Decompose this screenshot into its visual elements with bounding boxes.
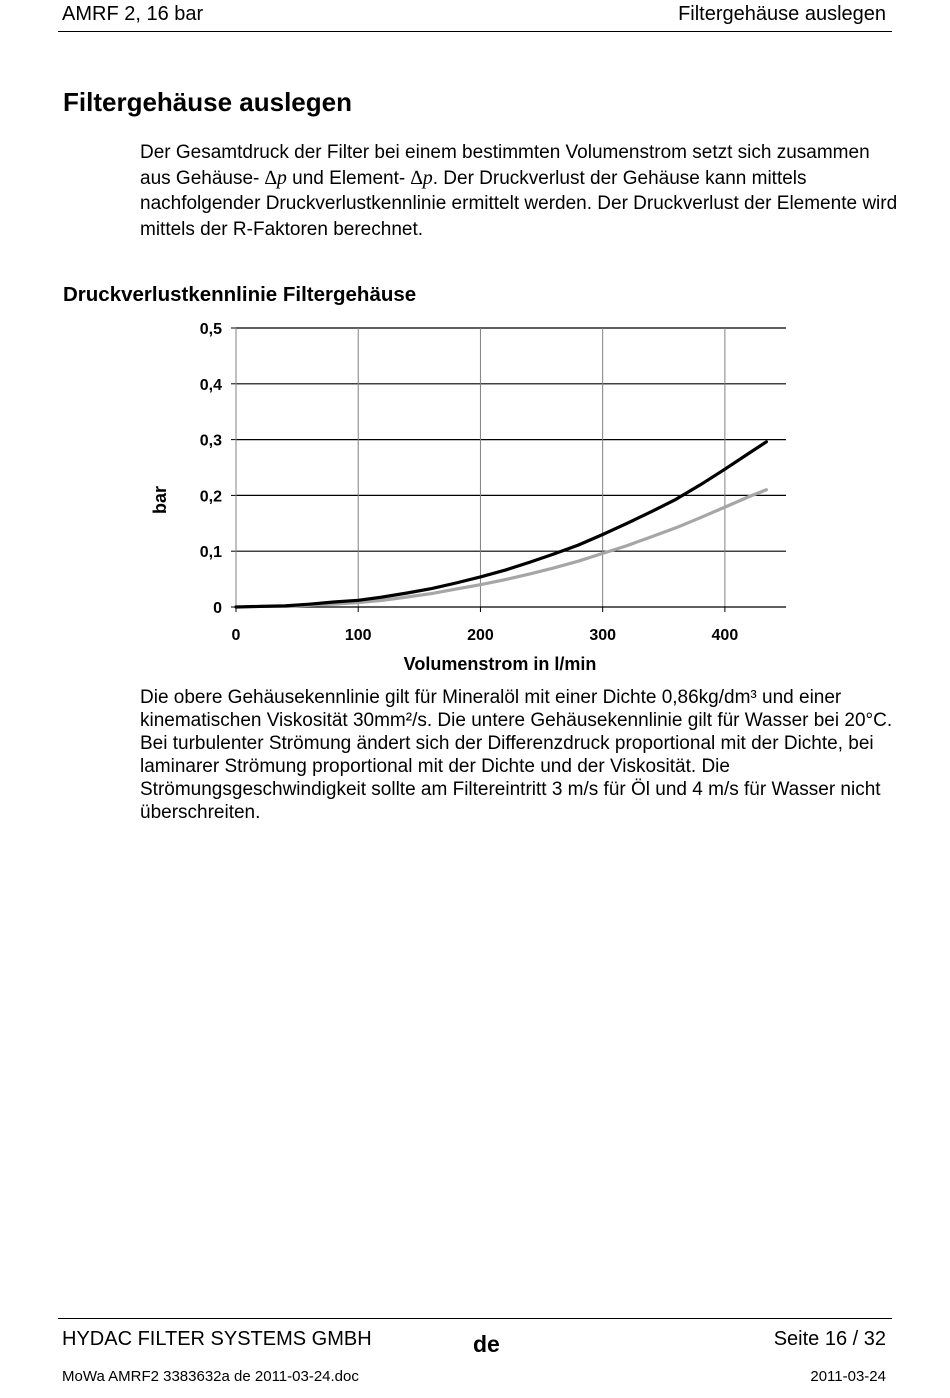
x-tick-label: 300 bbox=[589, 627, 617, 644]
delta-p-symbol: ∆p bbox=[264, 166, 287, 189]
description-paragraph: Die obere Gehäusekennlinie gilt für Mineralöl mit einer Dichte 0,86kg/dm³ und einer kinematischen Viskosität 30mm²/s. Die untere Gehäusekennlinie gilt für Wasser bei 20°C. Bei turbulenter Strömung ändert sich der Differenzdruck proportional mit der Dichte, bei laminarer Strömung proportional mit der Dichte und der Viskosität. Die Strömungsgeschwindigkeit sollte am Filtereintritt 3 m/s für Öl und 4 m/s für Wasser nicht überschreiten. bbox=[140, 687, 893, 823]
series-line-upper bbox=[236, 442, 766, 607]
y-axis-label: bar bbox=[150, 485, 170, 515]
footer-page-number: Seite 16 / 32 bbox=[773, 1328, 886, 1350]
x-tick-label: 100 bbox=[344, 627, 372, 644]
chart-heading: Druckverlustkennlinie Filtergehäuse bbox=[63, 283, 417, 306]
x-tick-label: 0 bbox=[231, 627, 241, 644]
y-tick-label: 0,5 bbox=[199, 321, 222, 338]
footer-company: HYDAC FILTER SYSTEMS GMBH bbox=[62, 1328, 372, 1350]
y-tick-label: 0,2 bbox=[199, 488, 222, 506]
footer-divider bbox=[58, 1318, 892, 1319]
header-section-title: Filtergehäuse auslegen bbox=[678, 3, 886, 25]
x-axis-label: Volumenstrom in l/min bbox=[403, 654, 597, 674]
series-line-lower bbox=[285, 490, 767, 607]
header-document-title: AMRF 2, 16 bar bbox=[62, 3, 204, 25]
x-tick-label: 200 bbox=[467, 627, 494, 644]
x-tick-label: 400 bbox=[711, 627, 739, 644]
intro-text-3: . Der Druckverlust der Gehäuse kann mittels nachfolgender Druckverlustkennlinie ermittelt werden. Der Druckverlust der Elemente wird mittels der R-Faktoren berechnet. bbox=[140, 167, 898, 240]
page-title: Filtergehäuse auslegen bbox=[63, 87, 352, 117]
y-tick-label: 0 bbox=[213, 600, 222, 617]
footer-language: de bbox=[473, 1331, 500, 1357]
delta-p-symbol: ∆p bbox=[410, 166, 433, 189]
y-tick-label: 0,1 bbox=[199, 544, 222, 562]
y-tick-label: 0,3 bbox=[199, 432, 222, 450]
footer-date: 2011-03-24 bbox=[810, 1368, 886, 1385]
intro-text-1: Der Gesamtdruck der Filter bei einem bestimmten Volumenstrom setzt sich zusammen aus Gehäuse- bbox=[140, 142, 870, 189]
intro-paragraph bbox=[140, 140, 900, 242]
y-tick-label: 0,4 bbox=[199, 376, 222, 394]
header-divider bbox=[58, 31, 892, 32]
intro-text-2: und Element- bbox=[292, 167, 406, 189]
footer-document-id: MoWa AMRF2 3383632a de 2011-03-24.doc bbox=[62, 1368, 359, 1385]
